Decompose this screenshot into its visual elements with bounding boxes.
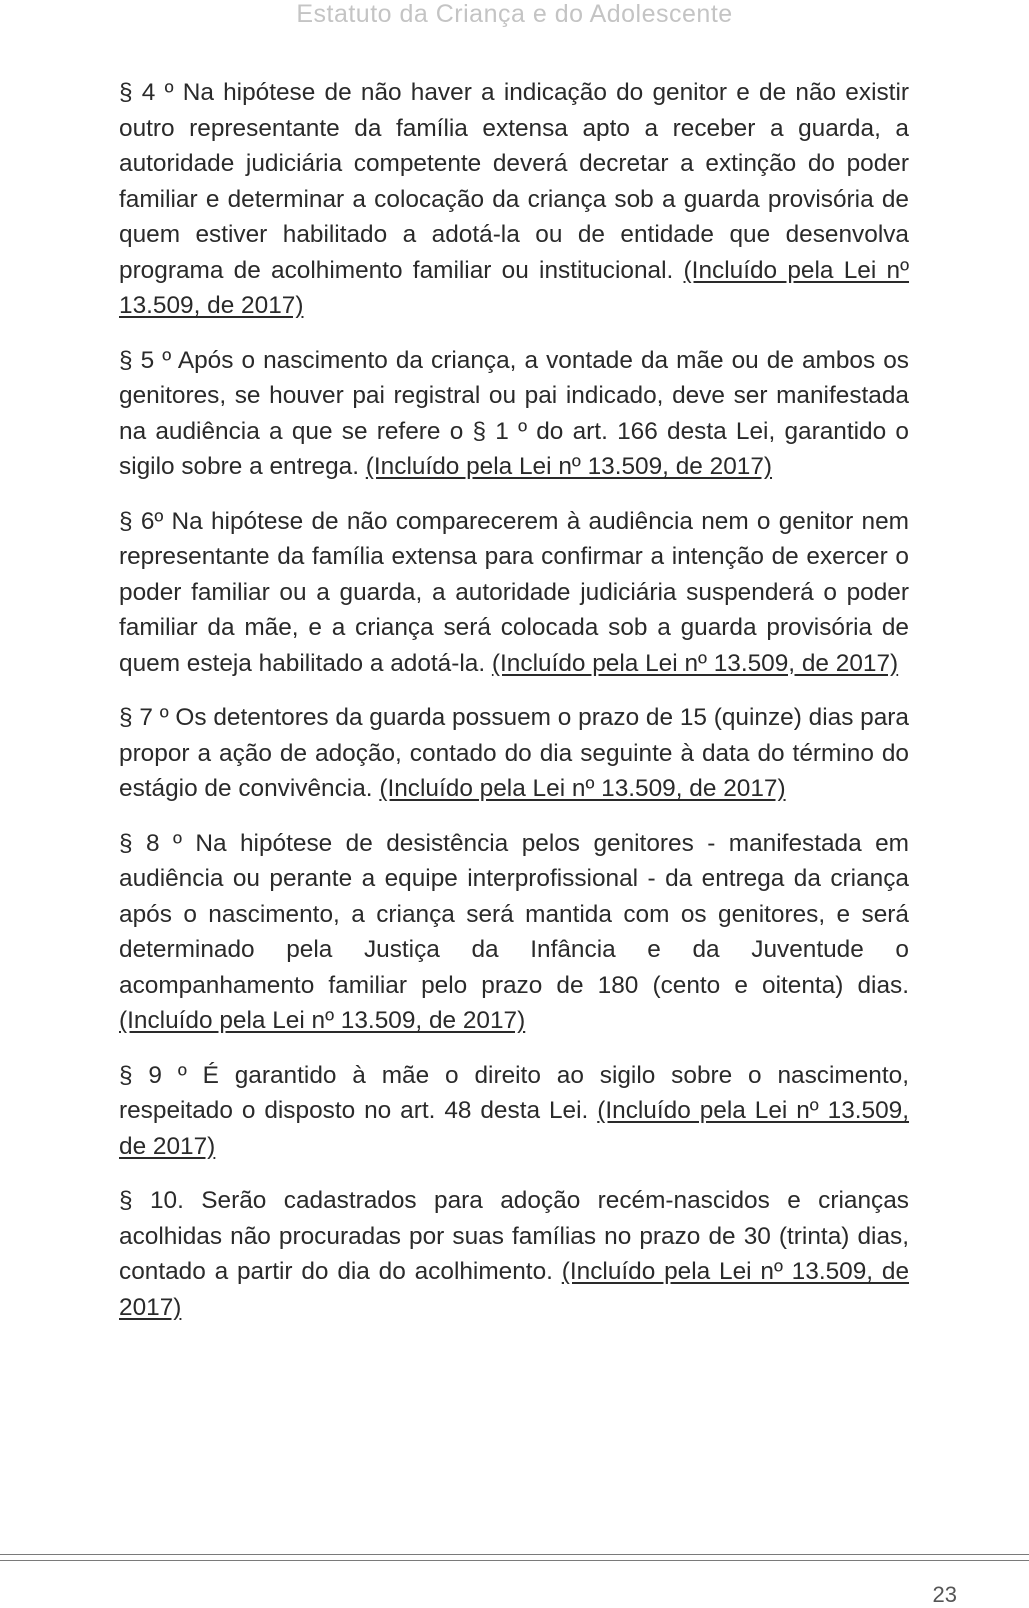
paragraph-7 [119,700,909,807]
paragraph-6 [119,504,909,682]
legal-reference-link[interactable]: (Incluído pela Lei nº 13.509, de 2017) [119,1258,910,1321]
running-header-title: Estatuto da Criança e do Adolescente [296,0,733,28]
paragraph-text: § 7 º Os detentores da guarda possuem o prazo de 15 (quinze) dias para propor a ação de adoção, contado do dia seguinte à data do término do estágio de convivência. [119,704,909,802]
paragraph-9 [119,1058,909,1165]
legal-reference-link[interactable]: (Incluído pela Lei nº 13.509, de 2017) [379,775,786,802]
paragraph-text: § 9 º É garantido à mãe o direito ao sigilo sobre o nascimento, respeitado o disposto no art. 48 desta Lei. [119,1061,909,1124]
paragraph-text: § 6º Na hipótese de não comparecerem à audiência nem o genitor nem representante da família extensa para confirmar a intenção de exercer o poder familiar ou a guarda, a autoridade judiciária suspenderá o poder familiar da mãe, e a criança será colocada sob a guarda provisória de quem esteja habilitado a adotá-la. [119,507,909,677]
paragraph-text: § 4 º Na hipótese de não haver a indicação do genitor e de não existir outro representante da família extensa apto a receber a guarda, a autoridade judiciária competente deverá decretar a extinção do poder familiar e determinar a colocação da criança sob a guarda provisória de quem estiver habilitado a adotá-la ou de entidade que desenvolva programa de acolhimento familiar ou institucional. [119,79,909,284]
paragraph-text: § 5 º Após o nascimento da criança, a vontade da mãe ou de ambos os genitores, se houver pai registral ou pai indicado, deve ser manifestada na audiência a que se refere o § 1 º do art. 166 desta Lei, garantido o sigilo sobre a entrega. [119,346,909,480]
legal-reference-link[interactable]: (Incluído pela Lei nº 13.509, de 2017) [491,649,899,677]
footer-divider-bottom [0,1560,1029,1561]
paragraph-4 [119,75,909,324]
legal-reference-link[interactable]: (Incluído pela Lei nº 13.509, de 2017) [365,453,773,480]
document-body [119,75,909,1344]
paragraph-5 [119,343,909,485]
legal-reference-link[interactable]: (Incluído pela Lei nº 13.509, de 2017) [119,1097,910,1160]
paragraph-text: § 10. Serão cadastrados para adoção recém-nascidos e crianças acolhidas não procuradas por suas famílias no prazo de 30 (trinta) dias, contado a partir do dia do acolhimento. [119,1187,909,1285]
legal-reference-link[interactable]: (Incluído pela Lei nº 13.509, de 2017) [119,1007,526,1034]
footer-divider-top [0,1554,1029,1555]
paragraph-text: § 8 º Na hipótese de desistência pelos genitores - manifestada em audiência ou perante a equipe interprofissional - da entrega da criança após o nascimento, a criança será mantida com os genitores, e será determinado pela Justiça da Infância e da Juventude o acompanhamento familiar pelo prazo de 180 (cento e oitenta) dias. [119,829,909,999]
legal-reference-link[interactable]: (Incluído pela Lei nº 13.509, de 2017) [119,256,910,319]
page-number: 23 [932,1582,957,1607]
paragraph-8 [119,826,909,1039]
paragraph-10 [119,1183,909,1325]
